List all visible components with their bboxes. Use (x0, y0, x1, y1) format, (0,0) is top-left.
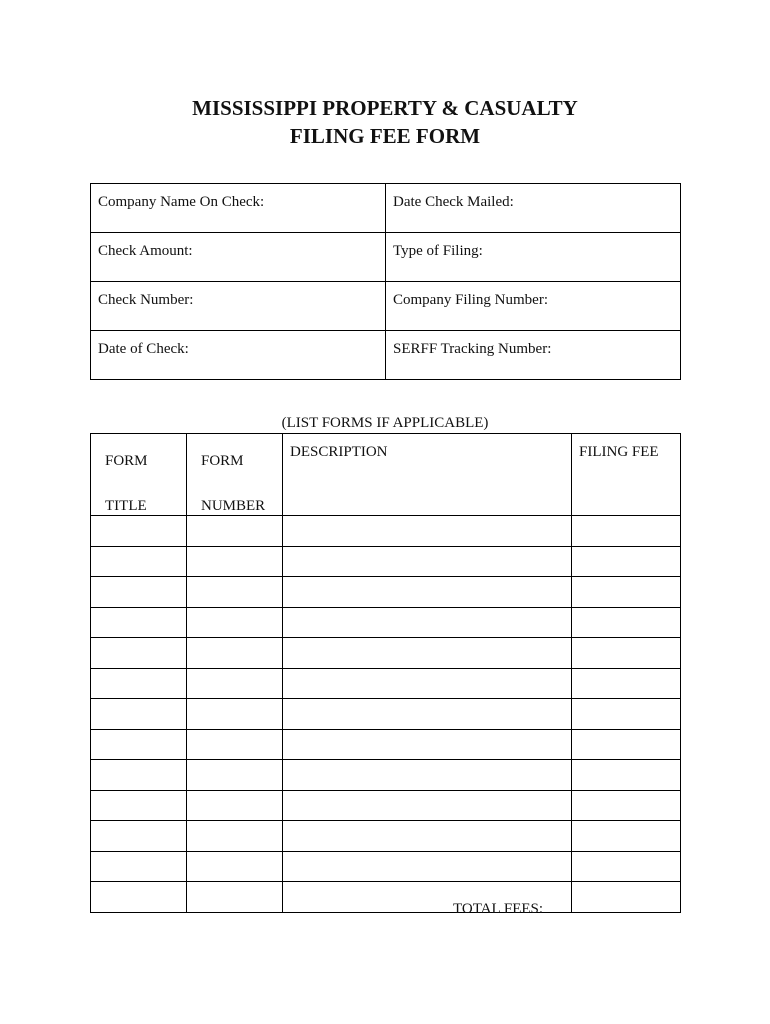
list-forms-caption: (LIST FORMS IF APPLICABLE) (281, 415, 489, 431)
table-row (91, 790, 681, 821)
form-title-cell[interactable] (91, 668, 187, 699)
table-row (91, 851, 681, 882)
filing-fee-cell[interactable] (572, 821, 681, 852)
filing-fee-cell[interactable] (572, 546, 681, 577)
company-filing-number-field[interactable] (386, 282, 681, 331)
table-row (91, 729, 681, 760)
info-row (91, 233, 681, 282)
company-name-label: Company Name On Check: (98, 194, 265, 210)
check-info-table (90, 183, 681, 380)
filing-fee-cell[interactable] (572, 699, 681, 730)
form-title-header: FORM TITLE (91, 434, 187, 516)
date-check-mailed-label: Date Check Mailed: (393, 194, 514, 210)
form-title-cell[interactable] (91, 607, 187, 638)
form-number-cell[interactable] (187, 516, 283, 547)
form-number-cell[interactable] (187, 790, 283, 821)
description-cell[interactable] (283, 668, 572, 699)
date-of-check-field[interactable] (91, 331, 386, 380)
form-number-cell[interactable] (187, 699, 283, 730)
filing-fee-cell[interactable] (572, 760, 681, 791)
form-number-header: FORM NUMBER (187, 434, 283, 516)
form-title-cell[interactable] (91, 821, 187, 852)
check-number-label: Check Number: (98, 292, 194, 308)
table-row (91, 638, 681, 669)
form-number-cell[interactable] (187, 882, 283, 913)
description-cell[interactable] (283, 577, 572, 608)
table-row (91, 516, 681, 547)
filing-fee-header: FILING FEE (572, 434, 681, 516)
filing-fee-cell[interactable] (572, 790, 681, 821)
table-row (91, 882, 681, 913)
check-amount-label: Check Amount: (98, 243, 193, 259)
description-header: DESCRIPTION (283, 434, 572, 516)
filing-fee-cell[interactable] (572, 729, 681, 760)
description-cell[interactable] (283, 821, 572, 852)
total-fees-label: TOTAL FEES: (453, 901, 544, 917)
serff-tracking-number-field[interactable] (386, 331, 681, 380)
check-number-field[interactable] (91, 282, 386, 331)
form-title-cell[interactable] (91, 577, 187, 608)
forms-header-row (91, 434, 681, 516)
table-row (91, 699, 681, 730)
serff-tracking-number-label: SERFF Tracking Number: (393, 341, 552, 357)
title-line-2: FILING FEE FORM (289, 124, 481, 148)
description-cell[interactable] (283, 546, 572, 577)
description-cell[interactable] (283, 699, 572, 730)
description-cell[interactable] (283, 729, 572, 760)
filing-fee-cell[interactable] (572, 638, 681, 669)
description-cell[interactable] (283, 607, 572, 638)
form-title-cell[interactable] (91, 882, 187, 913)
info-row (91, 282, 681, 331)
form-number-cell[interactable] (187, 729, 283, 760)
filing-fee-cell[interactable] (572, 607, 681, 638)
table-row (91, 607, 681, 638)
info-row (91, 184, 681, 233)
company-filing-number-label: Company Filing Number: (393, 292, 548, 308)
company-name-field[interactable] (91, 184, 386, 233)
form-number-cell[interactable] (187, 607, 283, 638)
form-title-cell[interactable] (91, 516, 187, 547)
table-row (91, 760, 681, 791)
type-of-filing-field[interactable] (386, 233, 681, 282)
form-title-cell[interactable] (91, 546, 187, 577)
form-number-cell[interactable] (187, 546, 283, 577)
title-line-1: MISSISSIPPI PROPERTY & CASUALTY (192, 96, 578, 120)
form-title-cell[interactable] (91, 851, 187, 882)
forms-body (91, 516, 681, 913)
form-number-cell[interactable] (187, 821, 283, 852)
table-row (91, 668, 681, 699)
date-of-check-label: Date of Check: (98, 341, 189, 357)
type-of-filing-label: Type of Filing: (393, 243, 483, 259)
form-title-cell[interactable] (91, 638, 187, 669)
date-check-mailed-field[interactable] (386, 184, 681, 233)
form-number-cell[interactable] (187, 577, 283, 608)
filing-fee-cell[interactable] (572, 851, 681, 882)
filing-fee-cell[interactable] (572, 668, 681, 699)
form-number-cell[interactable] (187, 760, 283, 791)
filing-fee-cell[interactable] (572, 516, 681, 547)
form-title-cell[interactable] (91, 760, 187, 791)
check-amount-field[interactable] (91, 233, 386, 282)
forms-table (90, 433, 681, 913)
form-title-cell[interactable] (91, 729, 187, 760)
description-cell[interactable] (283, 638, 572, 669)
form-title-cell[interactable] (91, 790, 187, 821)
description-cell[interactable] (283, 516, 572, 547)
filing-fee-cell[interactable] (572, 882, 681, 913)
description-cell[interactable] (283, 851, 572, 882)
table-row (91, 577, 681, 608)
description-cell[interactable] (283, 790, 572, 821)
description-cell[interactable] (283, 760, 572, 791)
table-row (91, 821, 681, 852)
page-title (0, 94, 770, 150)
table-row (91, 546, 681, 577)
form-number-cell[interactable] (187, 638, 283, 669)
form-number-cell[interactable] (187, 668, 283, 699)
info-row (91, 331, 681, 380)
filing-fee-cell[interactable] (572, 577, 681, 608)
form-title-cell[interactable] (91, 699, 187, 730)
form-number-cell[interactable] (187, 851, 283, 882)
